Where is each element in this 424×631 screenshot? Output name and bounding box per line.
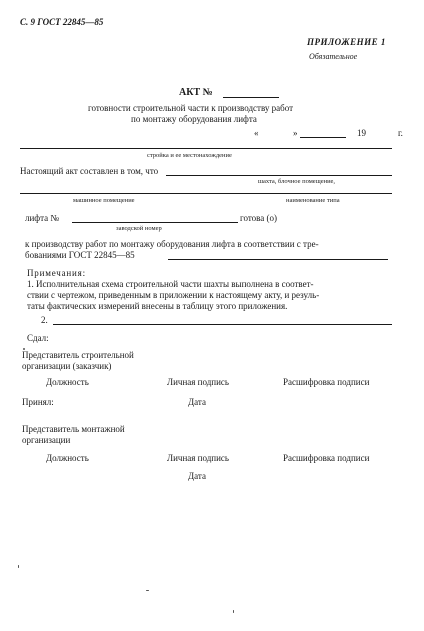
production-line2: бованиями ГОСТ 22845—85: [25, 250, 135, 260]
machine-room-caption: машинное помещение: [73, 197, 135, 204]
position-label: Должность: [46, 377, 89, 387]
page-header: С. 9 ГОСТ 22845—85: [20, 17, 104, 27]
lift-number-line: [72, 222, 238, 223]
note1-line1: 1. Исполнительная схема строительной части шахты выполнена в соответ-: [27, 279, 314, 289]
decryption-label: Расшифровка подписи: [283, 377, 370, 387]
appendix-title: ПРИЛОЖЕНИЕ 1: [307, 37, 386, 47]
lift-label: лифта №: [25, 213, 60, 223]
production-line1: к производству работ по монтажу оборудования лифта в соответствии с тре-: [25, 239, 319, 249]
factory-number-caption: заводской номер: [116, 225, 162, 232]
act-title: АКТ №: [179, 87, 213, 98]
act-subtitle-line1: готовности строительной части к производству работ: [88, 103, 294, 113]
handed-over-label: Сдал:: [27, 333, 49, 343]
note1-line2: ствии с чертежом, приведенным в приложении к настоящему акту, и резуль-: [27, 290, 320, 300]
type-caption: наименование типа: [286, 197, 340, 204]
production-line: [168, 259, 388, 260]
note1-line3: таты фактических измерений внесены в таблицу этого приложения.: [27, 301, 288, 311]
date-label-2: Дата: [188, 471, 206, 481]
signature-label-2: Личная подпись: [167, 453, 230, 463]
date-month-line: [300, 137, 346, 138]
note2-line: [53, 324, 392, 325]
scan-speck: [233, 610, 234, 613]
scan-speck: [18, 565, 19, 568]
appendix-status: Обязательное: [309, 52, 358, 61]
accepted-label: Принял:: [22, 397, 54, 407]
date-close-quote: »: [293, 128, 298, 138]
construction-rep-line1: Представитель строительной: [22, 350, 134, 360]
statement-line: [166, 175, 392, 176]
date-year-prefix: 19: [357, 128, 366, 138]
signature-label: Личная подпись: [167, 377, 230, 387]
note2-label: 2.: [41, 315, 48, 325]
notes-heading: Примечания:: [27, 268, 86, 278]
machine-room-line: [20, 193, 392, 194]
construction-rep-line2: организации (заказчик): [22, 361, 112, 371]
position-label-2: Должность: [46, 453, 89, 463]
act-number-line: [223, 97, 279, 98]
installer-rep-line2: организации: [22, 435, 71, 445]
date-label: Дата: [188, 397, 206, 407]
date-year-suffix: г.: [398, 128, 403, 138]
statement-text: Настоящий акт составлен в том, что: [20, 166, 159, 176]
site-line: [20, 148, 392, 149]
site-caption: стройка и ее местонахождение: [147, 152, 232, 159]
ready-label: готова (о): [240, 213, 278, 223]
date-open-quote: «: [254, 128, 259, 138]
act-subtitle-line2: по монтажу оборудования лифта: [131, 114, 257, 124]
shaft-caption: шахта, блочное помещение,: [258, 178, 336, 185]
scan-speck: [146, 590, 149, 591]
decryption-label-2: Расшифровка подписи: [283, 453, 370, 463]
installer-rep-line1: Представитель монтажной: [22, 424, 125, 434]
